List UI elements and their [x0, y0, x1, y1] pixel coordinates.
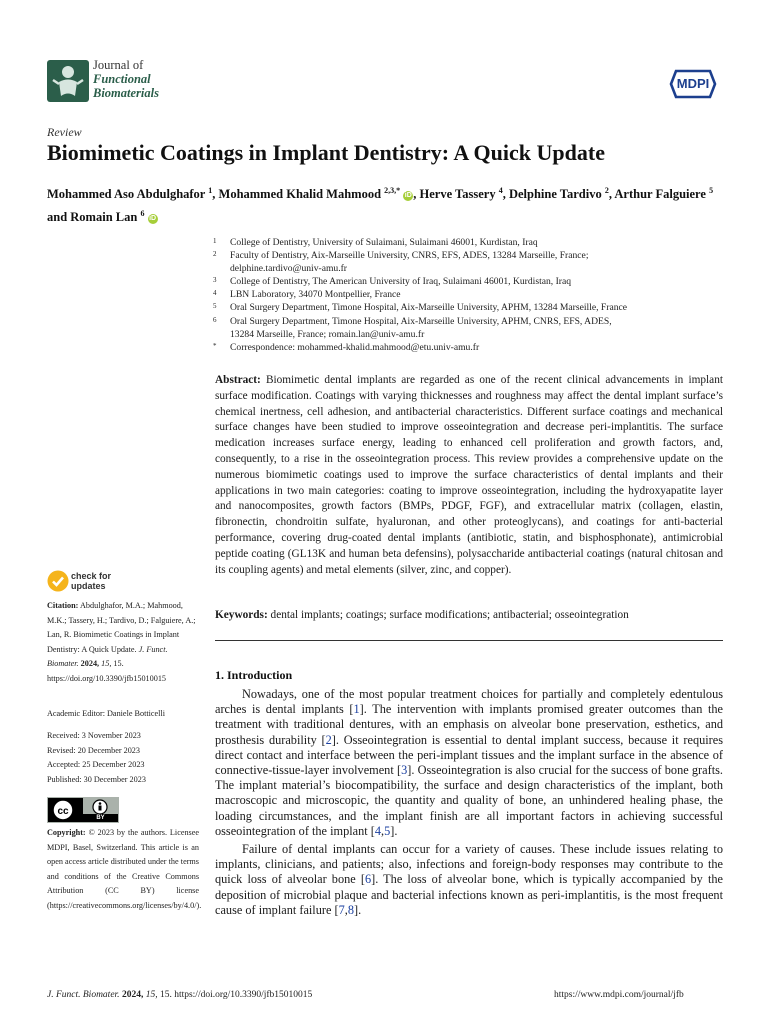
paragraph-2: Failure of dental implants can occur for a variety of causes. These include issues relating to implants, clinicians, and patients; also, infections and foreign-body responses may contribute to the quick loss of alveolar bone [6]. The loss of alveolar bone, which is typically accompanied by the deposition of microbial plaque and bacterial infections known as peri-implantitis, is the most frequent cause of implant failure [7,8].	[215, 842, 723, 917]
footer-journal-url[interactable]: https://www.mdpi.com/journal/jfb	[554, 990, 684, 1000]
author-name[interactable]: Arthur Falguiere	[614, 187, 706, 202]
reference-link[interactable]: 7	[338, 902, 345, 917]
author-entry[interactable]	[70, 210, 157, 224]
cc-by-license-badge[interactable]	[47, 797, 119, 823]
date-line: Accepted: 25 December 2023	[47, 760, 145, 770]
article-title: Biomimetic Coatings in Implant Dentistry: A Quick Update	[47, 140, 605, 165]
journal-name-line2: Functional	[93, 72, 151, 86]
section-heading-introduction: 1. Introduction	[215, 668, 293, 682]
abstract	[215, 373, 723, 578]
section-divider	[215, 640, 723, 641]
author-name[interactable]: Mohammed Khalid Mahmood	[218, 187, 382, 202]
author-entry[interactable]	[614, 187, 713, 201]
affiliation-text: Correspondence: mohammed-khalid.mahmood@etu.univ-amu.fr	[230, 341, 480, 353]
author-affiliation-sup: 4	[498, 186, 503, 195]
citation-year: 2024,	[80, 659, 100, 669]
author-affiliation-sup: 2	[604, 186, 609, 195]
affiliation-number: 3	[213, 276, 217, 285]
affiliation-text: College of Dentistry, The American University of Iraq, Sulaimani 46001, Kurdistan, Iraq	[230, 276, 572, 288]
affiliation-text: Faculty of Dentistry, Aix-Marseille University, CNRS, EFS, ADES, 13284 Marseille, France; delphine.tardivo@univ-amu.fr	[230, 250, 589, 275]
reference-link[interactable]: 3	[401, 763, 408, 778]
mdpi-logo	[664, 67, 722, 101]
author-name[interactable]: Mohammed Aso Abdulghafor	[47, 187, 206, 202]
affiliation-number: 6	[213, 315, 217, 324]
footer-doi[interactable]: 15. https://doi.org/10.3390/jfb15010015	[159, 990, 313, 1000]
copyright-block	[47, 826, 202, 914]
citation-journal: J. Funct. Biomater.	[47, 644, 168, 669]
copyright-text: © 2023 by the authors. Licensee MDPI, Basel, Switzerland. This article is an open access article distributed under the terms and conditions of the Creative Commons Attribution (CC BY) license (https://creativecommons.org/licenses/by/4.0/).	[47, 828, 202, 910]
affiliation-item	[213, 288, 723, 301]
author-name[interactable]: Romain Lan	[70, 210, 138, 225]
footer-year: 2024,	[121, 990, 144, 1000]
author-affiliation-sup: 1	[208, 186, 213, 195]
affiliation-text: LBN Laboratory, 34070 Montpellier, France	[230, 289, 401, 301]
affiliation-item	[213, 301, 723, 314]
publication-dates	[47, 729, 199, 787]
author-entry[interactable]	[509, 187, 609, 201]
reference-link[interactable]: 6	[364, 872, 372, 887]
citation-block	[47, 599, 199, 687]
reference-link[interactable]: 4	[374, 823, 381, 838]
reference-link[interactable]: 5	[384, 823, 391, 838]
author-entry[interactable]	[47, 187, 212, 201]
keywords-label: Keywords:	[215, 609, 268, 621]
date-line: Revised: 20 December 2023	[47, 745, 140, 755]
abstract-label: Abstract:	[215, 374, 261, 386]
citation-label: Citation:	[47, 601, 79, 610]
affiliation-number: 2	[213, 250, 217, 259]
check-label-line2: updates	[71, 580, 106, 591]
date-line: Received: 3 November 2023	[47, 731, 141, 740]
author-name[interactable]: Delphine Tardivo	[508, 187, 602, 202]
journal-name-line3: Biomaterials	[93, 86, 159, 100]
affiliation-item	[213, 341, 723, 354]
copyright-label: Copyright:	[47, 828, 86, 837]
affiliation-number: 4	[213, 289, 217, 298]
journal-logo	[47, 58, 247, 108]
journal-emblem-icon	[47, 60, 89, 102]
author-list: Mohammed Aso Abdulghafor $^1$, Mohammed Khalid Mahmood $^{2,3,*}$ iD , Herve Tassery $^4$, Delphine Tardivo $^2$, Arthur Falguiere $^5$ and Romain Lan $^6$ iD	[47, 186, 714, 225]
affiliation-item	[213, 275, 723, 288]
affiliation-item	[213, 249, 723, 275]
svg-text:cc: cc	[57, 806, 69, 817]
author-name[interactable]: Herve Tassery	[419, 187, 496, 202]
article-type: Review	[47, 125, 82, 139]
academic-editor: Academic Editor: Daniele Botticelli	[47, 709, 165, 718]
abstract-text: Biomimetic dental implants are regarded as one of the recent clinical advancements in implant surface modification. Coatings with varying thicknesses and roughness may affect the dental implant surface’s chemical inertness, cell adhesion, and antibacterial characteristics. Different surface coatings and mechanical surface changes have been studied to improve osseointegration and decrease peri-implantitis. The surface medication increases surface energy, leading to enhanced cell proliferation and growth factors, and, consequently, to a rise in the osseointegration process. This review provides a comprehensive update on the numerous biomimetic coatings used to improve the surface characteristics of dental implants and their applications in two main categories: coating to improve osseointegration, including the hydroxyapatite layer and nanocomposites, growth factors (BMPs, PDGF, FGF), and extracellular matrix (collagen, elastin, fibronectin, chondroitin sulfate, hyaluronan, and other proteoglycans), and coatings for anti-bacterial performance, covering drug-coated dental implants (antibiotic, statin, and bisphosphonate), antimicrobial peptide coating (GL13K and human beta defensins), polysaccharide antibacterial coatings (natural chitosan and its coupling agents) and metal elements (silver, zinc, and copper).	[215, 374, 723, 576]
cc-by-label: BY	[96, 815, 105, 821]
check-label-line1: check for	[71, 571, 112, 581]
orcid-icon[interactable]: iD	[404, 192, 412, 200]
affiliation-text: Oral Surgery Department, Timone Hospital, Aix-Marseille University, APHM, 13284 Marseille, France	[230, 302, 628, 314]
citation-text: Abdulghafor, M.A.; Mahmood, M.K.; Tassery, H.; Tardivo, D.; Falguiere, A.; Lan, R. Biomimetic Coatings in Implant Dentistry: A Quick Update.	[47, 601, 196, 654]
citation-volume: 15,	[101, 659, 112, 669]
paragraph-1: Nowadays, one of the most popular treatment choices for partially and completely edentulous arches is dental implants [1]. The intervention with implants promised greater outcomes than the treatment with traditional dentures, with an emphasis on alveolar bone preservation, esthetics, and prosthesis durability [2]. Osseointegration is essential to dental implant success, because it requires direct contact and interface between the peri-implant tissues and the implant surface in the absence of connective-tissue-layer involvement [3]. Osseointegration is also crucial for the success of bone grafts. The implant material’s biocompatibility, the surface and design characteristics of the implant, both macroscopic and microscopic, the quantity and quality of bone, an unhindered healing phase, the loading circumstances, and the implant finish are all important factors in achieving successful osseointegration of the implant [4,5].	[215, 687, 723, 838]
footer-citation	[47, 990, 312, 1000]
introduction-body	[215, 687, 723, 918]
orcid-icon[interactable]: iD	[149, 215, 157, 223]
check-for-updates-button[interactable]	[47, 569, 157, 595]
affiliations-list	[213, 236, 723, 354]
mdpi-wordmark: MDPI	[676, 76, 710, 91]
author-entry[interactable]	[420, 187, 503, 201]
author-entry[interactable]	[219, 187, 414, 201]
affiliation-item	[213, 236, 723, 249]
author-affiliation-sup: 2,3,*	[384, 186, 401, 195]
affiliation-number: 5	[213, 302, 217, 311]
author-affiliation-sup: 5	[709, 186, 714, 195]
affiliation-number: 1	[213, 237, 217, 245]
date-line: Published: 30 December 2023	[47, 774, 146, 784]
affiliation-text: Oral Surgery Department, Timone Hospital, Aix-Marseille University, APHM, CNRS, EFS, ADES, 13284 Marseille, France; romain.lan@univ-amu.fr	[230, 315, 612, 340]
reference-link[interactable]: 8	[347, 902, 354, 917]
affiliation-number: *	[213, 341, 217, 350]
crossmark-icon	[47, 570, 69, 592]
footer-volume: 15,	[145, 990, 158, 1000]
keywords-text: dental implants; coatings; surface modifications; antibacterial; osseointegration	[270, 609, 629, 621]
affiliation-text: College of Dentistry, University of Sulaimani, Sulaimani 46001, Kurdistan, Iraq	[230, 237, 538, 248]
reference-link[interactable]: 2	[325, 732, 332, 747]
reference-link[interactable]: 1	[353, 702, 360, 717]
journal-name-line1: Journal of	[93, 58, 144, 72]
affiliation-item	[213, 315, 723, 341]
keywords	[215, 608, 723, 623]
citation-doi[interactable]: 15. https://doi.org/10.3390/jfb15010015	[47, 659, 167, 683]
footer-journal: J. Funct. Biomater.	[47, 990, 120, 1000]
author-affiliation-sup: 6	[140, 209, 145, 219]
